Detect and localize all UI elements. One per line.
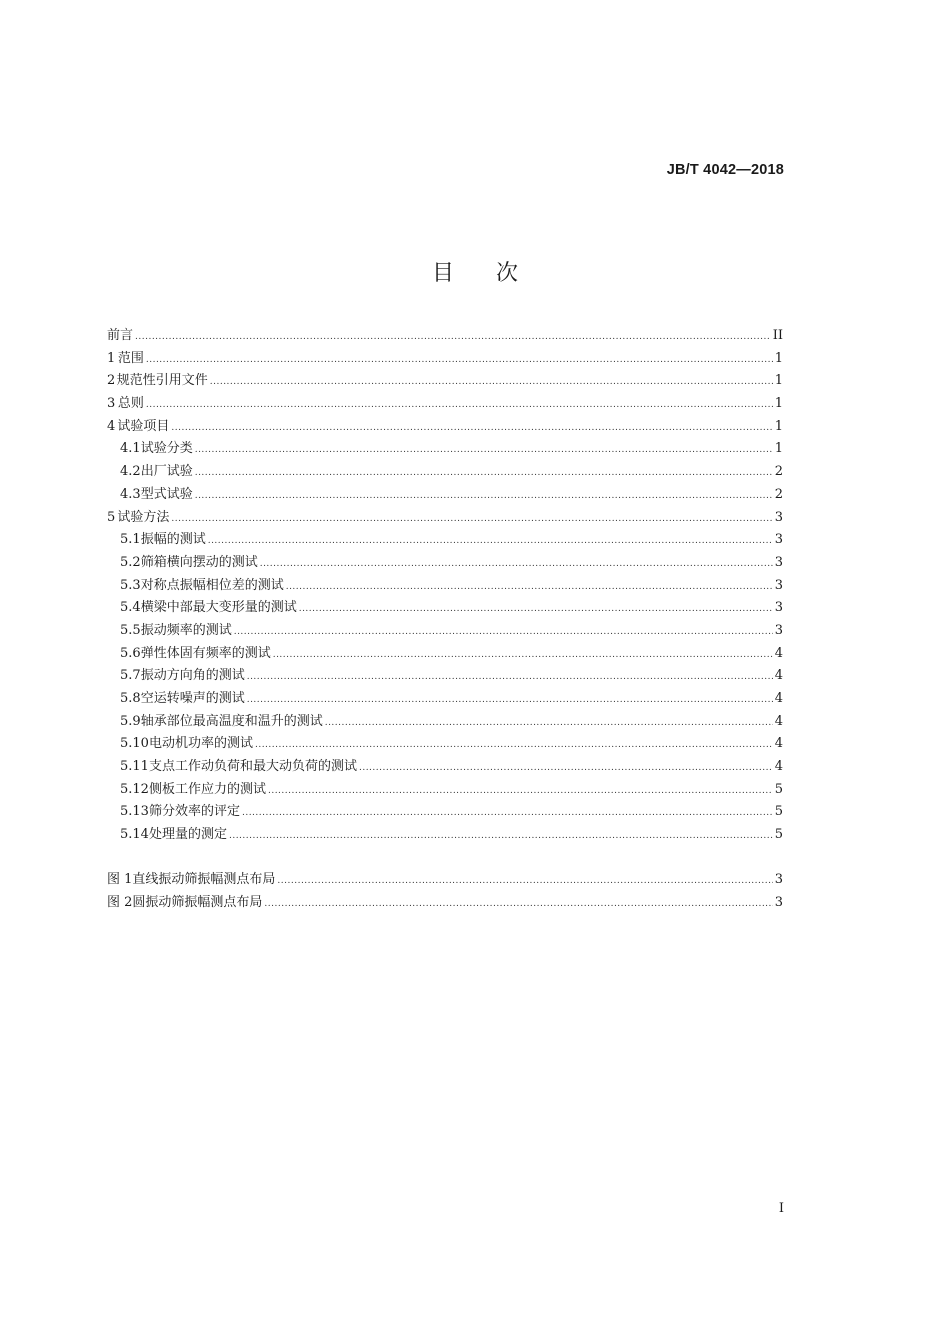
entry-title: 试验分类 xyxy=(140,441,193,457)
dot-leader xyxy=(208,530,773,553)
entry-page: II xyxy=(772,328,783,343)
entry-page: 3 xyxy=(774,532,783,548)
entry-number: 4.2 xyxy=(120,464,141,480)
entry-title: 试验方法 xyxy=(117,509,170,525)
entry-number: 5.4 xyxy=(120,600,141,616)
toc-entry[interactable] xyxy=(107,370,783,393)
entry-page: 1 xyxy=(774,418,783,434)
entry-number: 5.9 xyxy=(120,713,141,729)
page-number: I xyxy=(778,1201,784,1216)
dot-leader xyxy=(234,621,773,644)
dot-leader xyxy=(146,349,773,372)
entry-title: 轴承部位最高温度和温升的测试 xyxy=(140,713,323,729)
dot-leader xyxy=(146,394,773,417)
toc-entry[interactable] xyxy=(107,665,783,688)
dot-leader xyxy=(171,417,772,440)
entry-title: 振幅的测试 xyxy=(140,532,206,548)
entry-page: 4 xyxy=(774,668,783,684)
dot-leader xyxy=(135,326,771,349)
toc-entry[interactable] xyxy=(107,507,783,530)
dot-leader xyxy=(255,734,773,757)
entry-page: 3 xyxy=(774,554,783,570)
dot-leader xyxy=(260,553,773,576)
entry-title: 振动方向角的测试 xyxy=(140,668,245,684)
entry-page: 3 xyxy=(774,622,783,638)
entry-title: 总则 xyxy=(117,396,144,412)
toc-entry[interactable] xyxy=(107,620,783,643)
entry-number: 5.11 xyxy=(120,759,149,775)
entry-title: 筛分效率的评定 xyxy=(148,804,240,820)
entry-number: 5.7 xyxy=(120,668,141,684)
entry-title: 圆振动筛振幅测点布局 xyxy=(132,894,263,910)
entry-title: 型式试验 xyxy=(140,486,193,502)
toc-entry[interactable] xyxy=(107,438,783,461)
entry-page: 2 xyxy=(774,486,783,502)
entry-title: 横梁中部最大变形量的测试 xyxy=(140,600,297,616)
entry-title: 前言 xyxy=(107,328,134,343)
dot-leader xyxy=(242,802,773,825)
toc-entry[interactable] xyxy=(107,733,783,756)
toc-entry[interactable] xyxy=(107,461,783,484)
toc-entry[interactable] xyxy=(107,529,783,552)
dot-leader xyxy=(247,666,773,689)
dot-leader xyxy=(210,371,773,394)
toc-entry[interactable] xyxy=(107,688,783,711)
entry-page: 1 xyxy=(774,373,783,389)
entry-title: 弹性体固有频率的测试 xyxy=(140,645,271,661)
toc-entries xyxy=(107,325,783,847)
entry-number: 5.5 xyxy=(120,622,141,638)
entry-page: 3 xyxy=(774,600,783,616)
entry-title: 出厂试验 xyxy=(140,464,193,480)
entry-page: 3 xyxy=(774,871,783,887)
toc-entry[interactable] xyxy=(107,552,783,575)
toc-entry[interactable] xyxy=(107,597,783,620)
dot-leader xyxy=(195,485,773,508)
table-of-contents xyxy=(107,325,783,914)
entry-number: 3 xyxy=(107,396,116,412)
entry-page: 4 xyxy=(774,691,783,706)
dot-leader xyxy=(229,825,773,848)
toc-entry[interactable] xyxy=(107,801,783,824)
entry-number: 2 xyxy=(107,373,116,389)
entry-page: 4 xyxy=(774,736,783,752)
entry-number: 5.13 xyxy=(120,804,149,820)
entry-number: 5 xyxy=(107,509,116,525)
toc-separator xyxy=(107,847,783,869)
entry-number: 5.10 xyxy=(120,736,149,752)
toc-entry[interactable] xyxy=(107,824,783,847)
entry-number: 1 xyxy=(107,350,116,366)
entry-number: 图 1 xyxy=(107,871,133,887)
dot-leader xyxy=(299,598,773,621)
dot-leader xyxy=(277,870,772,893)
entry-page: 1 xyxy=(774,396,783,412)
dot-leader xyxy=(359,757,773,780)
figure-list xyxy=(107,869,783,914)
dot-leader xyxy=(325,712,773,735)
toc-entry[interactable] xyxy=(107,779,783,802)
standard-number: JB/T 4042—2018 xyxy=(666,162,784,178)
entry-number: 4 xyxy=(107,418,116,434)
entry-page: 1 xyxy=(774,350,783,366)
entry-number: 5.14 xyxy=(120,827,149,843)
entry-title: 支点工作动负荷和最大动负荷的测试 xyxy=(148,759,357,775)
entry-page: 4 xyxy=(774,759,783,775)
dot-leader xyxy=(273,644,773,667)
entry-title: 空运转噪声的测试 xyxy=(140,691,245,706)
entry-page: 2 xyxy=(774,464,783,480)
entry-number: 图 2 xyxy=(107,894,133,910)
dot-leader xyxy=(171,508,772,531)
entry-number: 5.3 xyxy=(120,577,141,593)
entry-number: 4.3 xyxy=(120,486,141,502)
entry-number: 4.1 xyxy=(120,441,141,457)
toc-entry[interactable] xyxy=(107,756,783,779)
entry-number: 5.8 xyxy=(120,691,141,706)
page-title: 目次 xyxy=(431,261,560,286)
entry-number: 5.2 xyxy=(120,554,141,570)
entry-page: 4 xyxy=(774,645,783,661)
entry-number: 5.6 xyxy=(120,645,141,661)
figure-entry[interactable] xyxy=(107,869,783,892)
entry-page: 4 xyxy=(774,713,783,729)
dot-leader xyxy=(264,893,772,916)
entry-page: 3 xyxy=(774,577,783,593)
entry-title: 处理量的测定 xyxy=(148,827,227,843)
toc-entry[interactable] xyxy=(107,643,783,666)
dot-leader xyxy=(268,780,773,803)
entry-title: 电动机功率的测试 xyxy=(148,736,253,752)
toc-entry[interactable] xyxy=(107,393,783,416)
entry-number: 5.1 xyxy=(120,532,141,548)
entry-title: 筛箱横向摆动的测试 xyxy=(140,554,258,570)
entry-title: 范围 xyxy=(117,350,144,366)
entry-page: 3 xyxy=(774,894,783,910)
dot-leader xyxy=(195,462,773,485)
toc-entry[interactable] xyxy=(107,348,783,371)
entry-page: 5 xyxy=(774,804,783,820)
entry-title: 振动频率的测试 xyxy=(140,622,232,638)
entry-page: 3 xyxy=(774,509,783,525)
dot-leader xyxy=(247,689,773,712)
entry-title: 侧板工作应力的测试 xyxy=(148,781,266,797)
entry-page: 1 xyxy=(774,441,783,457)
toc-entry[interactable] xyxy=(107,484,783,507)
entry-number: 5.12 xyxy=(120,781,149,797)
entry-page: 5 xyxy=(774,781,783,797)
toc-entry[interactable] xyxy=(107,575,783,598)
toc-entry[interactable] xyxy=(107,325,783,348)
dot-leader xyxy=(195,439,773,462)
entry-title: 直线振动筛振幅测点布局 xyxy=(132,871,276,887)
entry-title: 规范性引用文件 xyxy=(116,373,208,389)
figure-entry[interactable] xyxy=(107,892,783,915)
entry-title: 对称点振幅相位差的测试 xyxy=(140,577,284,593)
toc-entry[interactable] xyxy=(107,416,783,439)
entry-page: 5 xyxy=(774,827,783,843)
entry-title: 试验项目 xyxy=(117,418,170,434)
dot-leader xyxy=(286,576,773,599)
toc-entry[interactable] xyxy=(107,711,783,734)
